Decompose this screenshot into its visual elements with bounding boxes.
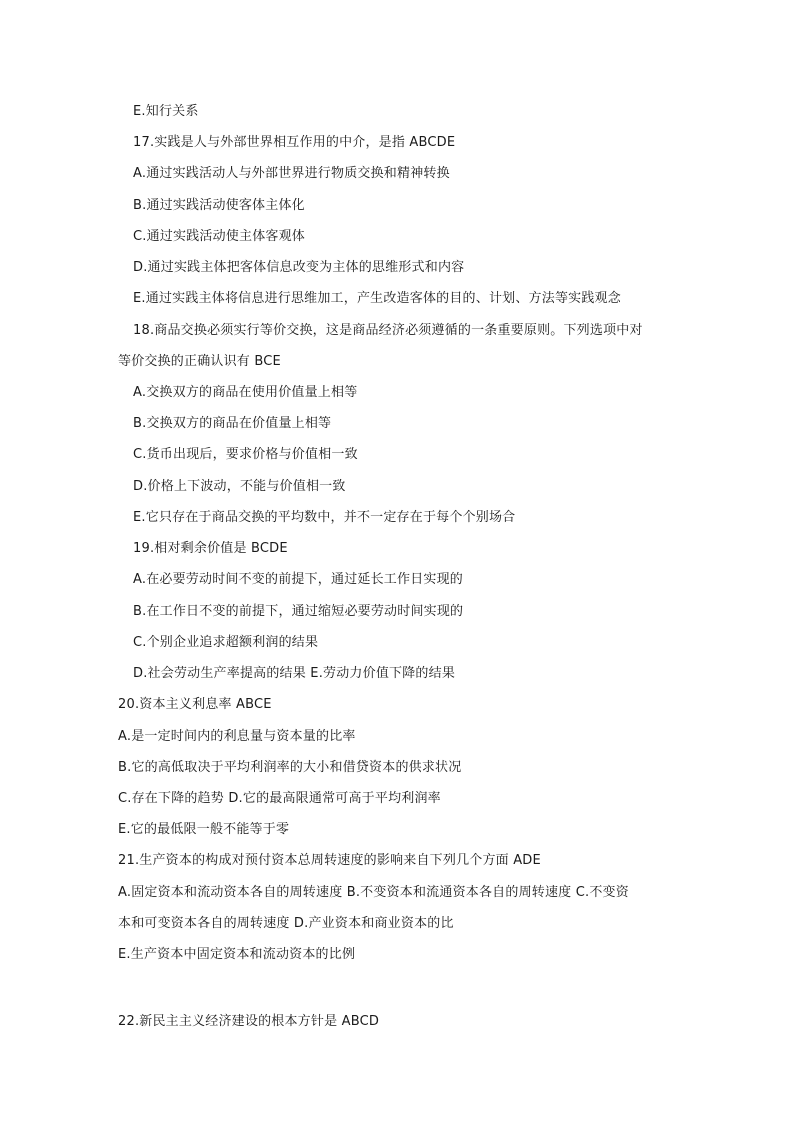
question-18-cont: 等价交换的正确认识有 BCE bbox=[118, 354, 281, 369]
option-20e: E.它的最低限一般不能等于零 bbox=[118, 822, 290, 837]
option-19c: C.个别企业追求超额利润的结果 bbox=[133, 635, 319, 650]
question-22: 22.新民主主义经济建设的根本方针是 ABCD bbox=[118, 1014, 380, 1029]
option-16e: E.知行关系 bbox=[133, 104, 199, 119]
option-19b: B.在工作日不变的前提下，通过缩短必要劳动时间实现的 bbox=[133, 604, 464, 619]
option-17e: E.通过实践主体将信息进行思维加工，产生改造客体的目的、计划、方法等实践观念 bbox=[133, 291, 621, 306]
option-18c: C.货币出现后，要求价格与价值相一致 bbox=[133, 447, 358, 462]
option-20cd: C.存在下降的趋势 D.它的最高限通常可高于平均利润率 bbox=[118, 791, 441, 806]
question-20: 20.资本主义利息率 ABCE bbox=[118, 697, 272, 712]
option-19de: D.社会劳动生产率提高的结果 E.劳动力价值下降的结果 bbox=[133, 666, 456, 681]
option-21abc: A.固定资本和流动资本各自的周转速度 B.不变资本和流通资本各自的周转速度 C.不变资 bbox=[118, 885, 629, 900]
option-17a: A.通过实践活动人与外部世界进行物质交换和精神转换 bbox=[133, 166, 450, 181]
option-18a: A.交换双方的商品在使用价值量上相等 bbox=[133, 385, 358, 400]
option-18d: D.价格上下波动，不能与价值相一致 bbox=[133, 479, 346, 494]
option-21cd-cont: 本和可变资本各自的周转速度 D.产业资本和商业资本的比 bbox=[118, 916, 454, 931]
question-18: 18.商品交换必须实行等价交换，这是商品经济必须遵循的一条重要原则。下列选项中对 bbox=[133, 323, 643, 338]
option-18b: B.交换双方的商品在价值量上相等 bbox=[133, 416, 332, 431]
option-17c: C.通过实践活动使主体客观体 bbox=[133, 229, 306, 244]
option-17b: B.通过实践活动使客体主体化 bbox=[133, 198, 305, 213]
option-17d: D.通过实践主体把客体信息改变为主体的思维形式和内容 bbox=[133, 260, 465, 275]
option-18e: E.它只存在于商品交换的平均数中，并不一定存在于每个个别场合 bbox=[133, 510, 516, 525]
option-20b: B.它的高低取决于平均利润率的大小和借贷资本的供求状况 bbox=[118, 760, 462, 775]
question-17: 17.实践是人与外部世界相互作用的中介，是指 ABCDE bbox=[133, 135, 456, 150]
option-20a: A.是一定时间内的利息量与资本量的比率 bbox=[118, 729, 356, 744]
question-19: 19.相对剩余价值是 BCDE bbox=[133, 541, 288, 556]
option-19a: A.在必要劳动时间不变的前提下，通过延长工作日实现的 bbox=[133, 572, 463, 587]
option-21e: E.生产资本中固定资本和流动资本的比例 bbox=[118, 947, 356, 962]
question-21: 21.生产资本的构成对预付资本总周转速度的影响来自下列几个方面 ADE bbox=[118, 853, 541, 868]
